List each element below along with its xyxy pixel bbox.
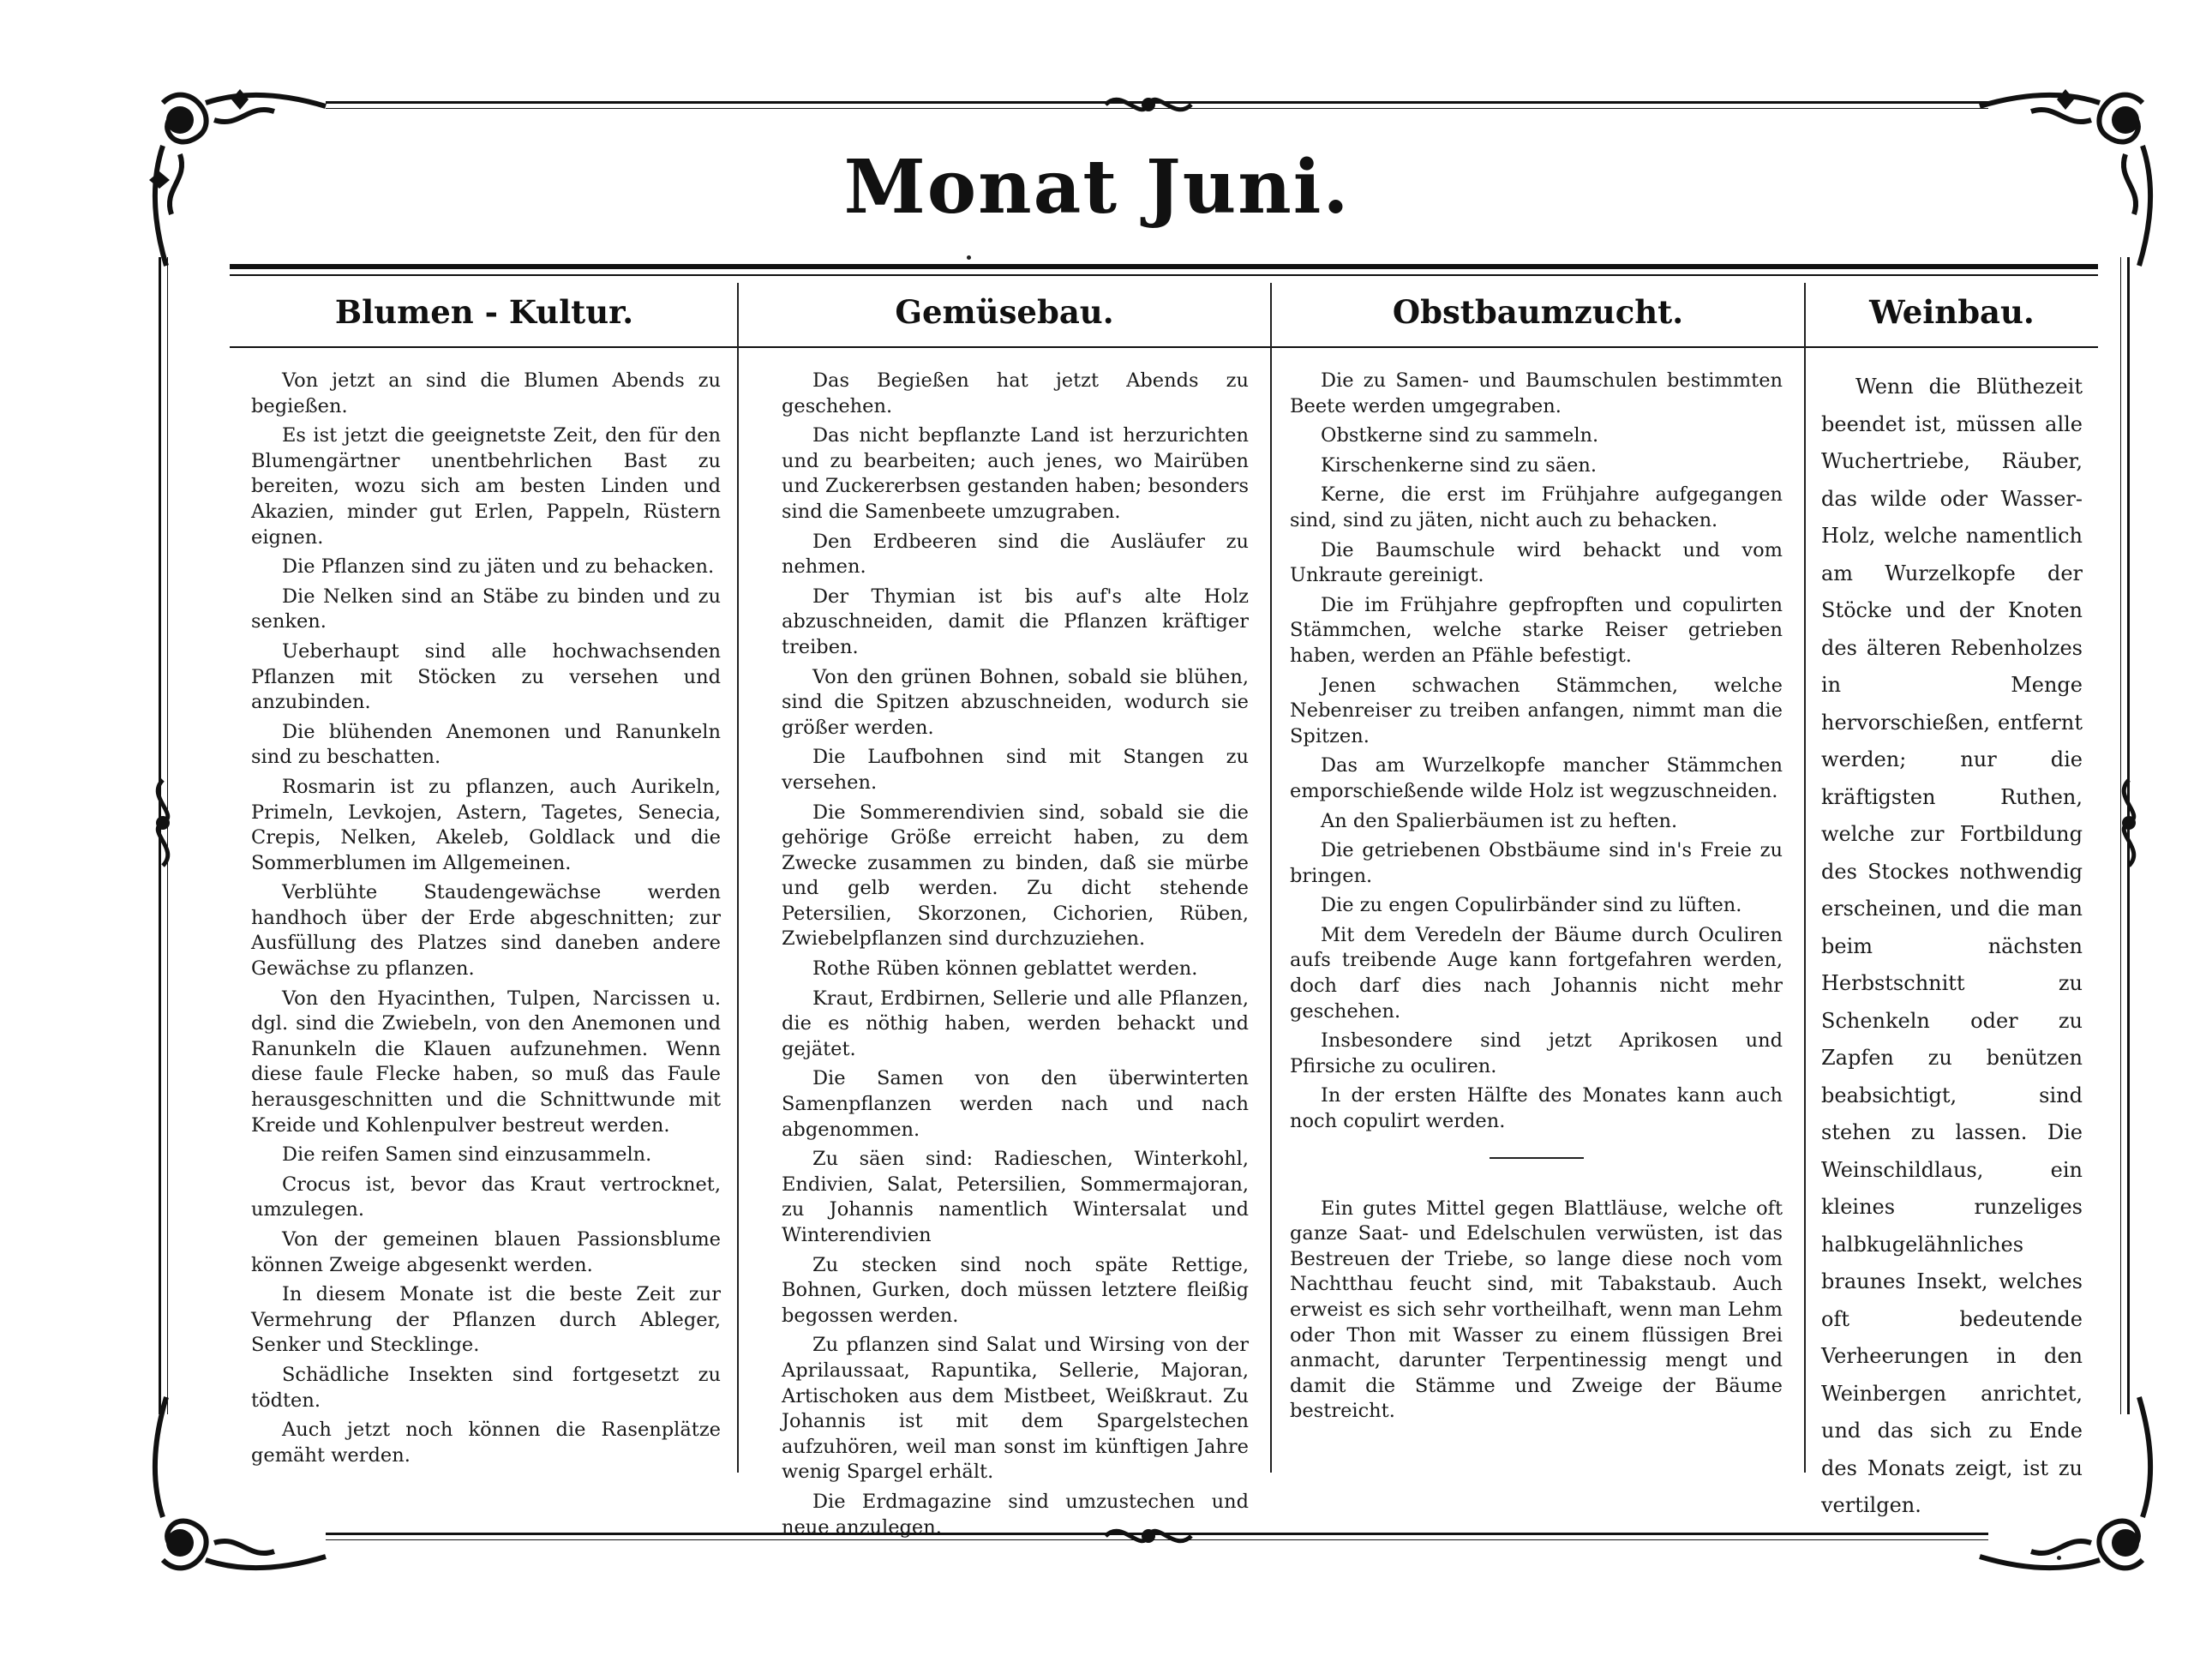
column-divider-1	[737, 283, 739, 1473]
paragraph: Verblühte Staudengewächse werden handhoch über der Erde abgeschnitten; zur Ausfüllung des Platzes sind daneben andere Gewächse zu pflanzen.	[251, 881, 721, 981]
paragraph: Kraut, Erdbirnen, Sellerie und alle Pflanzen, die es nöthig haben, werden behackt und gejätet.	[782, 987, 1249, 1060]
paragraph: Zu pflanzen sind Salat und Wirsing von der Aprilaussaat, Rapuntika, Sellerie, Majoran, Artischoken aus dem Mistbeet, Weißkraut. Zu Johannis ist mit dem Spargelstechen aufzuhören, weil man sonst im künftigen Jahre wenig Spargel erhält.	[782, 1334, 1249, 1484]
right-side-ornament	[2110, 776, 2148, 870]
paragraph: Wenn die Blüthezeit beendet ist, müssen alle Wuchertriebe, Räuber, das wilde oder Wasser-Holz, welche namentlich am Wurzelkopfe der Stöcke und der Knoten des älteren Rebenholzes in Menge hervorschießen, entfernt werden; nur die kräftigsten Ruthen, welche zur Fortbildung des Stockes nothwendig erscheinen, und die man beim nächsten Herbstschnitt zu Schenkeln oder zu Zapfen zu benützen beabsichtigt, sind stehen zu lassen. Die Weinschildlaus, ein kleines runzeliges halbkugelähnliches braunes Insekt, welches oft bedeutende Verheerungen in den Weinbergen anrichtet, und das sich zu Ende des Monats zeigt, ist zu vertilgen.	[1821, 375, 2083, 1517]
paragraph: Die Laufbohnen sind mit Stangen zu versehen.	[782, 746, 1249, 794]
paragraph: Die Baumschule wird behackt und vom Unkraute gereinigt.	[1290, 538, 1783, 587]
paragraph: Obstkerne sind zu sammeln.	[1321, 424, 1599, 447]
column-obstbaumzucht	[1290, 369, 1783, 1429]
paragraph: Von den Hyacinthen, Tulpen, Narcissen u. dgl. sind die Zwiebeln, von den Anemonen und Ranunkeln die Klauen aufzunehmen. Wenn diese faule Flecke haben, so muß das Faule herausgeschnitten und die Schnittwunde mit Kreide und Kohlenpulver bestreut werden.	[251, 987, 721, 1137]
subheader-rule	[230, 346, 2098, 348]
header-rule-thick	[230, 264, 2098, 269]
paragraph: Der Thymian ist bis auf's alte Holz abzuschneiden, damit die Pflanzen kräftiger treiben.	[782, 585, 1249, 658]
note-paragraph: Ein gutes Mittel gegen Blattläuse, welche oft ganze Saat- und Edelschulen verwüsten, ist das Bestreuen der Triebe, so lange diese noch vom Nachtthau feucht sind, mit Tabakstaub. Auch erweist es sich sehr vortheilhaft, wenn man Lehm oder Thon mit Wasser zu einem flüssigen Brei anmacht, darunter Terpentinessig mengt und damit die Stämme und Zweige der Bäume bestreicht.	[1290, 1197, 1783, 1423]
paragraph: Kirschenkerne sind zu säen.	[1321, 453, 1598, 477]
paragraph: Von den grünen Bohnen, sobald sie blühen, sind die Spitzen abzuschneiden, wodurch sie größer werden.	[782, 665, 1249, 739]
paragraph: Ueberhaupt sind alle hochwachsenden Pflanzen mit Stöcken zu versehen und anzubinden.	[251, 639, 721, 714]
paragraph: Die reifen Samen sind einzusammeln.	[282, 1143, 652, 1167]
section-divider	[1490, 1157, 1584, 1159]
page-speck	[2057, 1556, 2061, 1560]
column-divider-3	[1804, 283, 1806, 1473]
paragraph: Rosmarin ist zu pflanzen, auch Aurikeln, Primeln, Levkojen, Astern, Tagetes, Senecia, Crepis, Nelken, Akeleb, Goldlack und die Sommerblumen im Allgemeinen.	[251, 775, 721, 874]
column-blumen-kultur	[251, 369, 721, 1473]
paragraph: Kerne, die erst im Frühjahre aufgegangen sind, sind zu jäten, nicht auch zu behacken.	[1290, 483, 1783, 531]
paragraph: Zu säen sind: Radieschen, Winterkohl, Endivien, Salat, Petersilien, Sommermajoran, zu Johannis namentlich Wintersalat und Winterendivien	[782, 1148, 1249, 1246]
paragraph: Zu stecken sind noch späte Rettige, Bohnen, Gurken, doch müssen letztere fleißig begossen werden.	[782, 1253, 1249, 1327]
paragraph: Den Erdbeeren sind die Ausläufer zu nehmen.	[782, 530, 1249, 579]
column-heading-gemuese: Gemüsebau.	[895, 293, 1114, 331]
paragraph: Auch jetzt noch können die Rasenplätze gemäht werden.	[251, 1419, 721, 1467]
paragraph: Crocus ist, bevor das Kraut vertrocknet, umzulegen.	[251, 1173, 721, 1221]
paragraph: An den Spalierbäumen ist zu heften.	[1321, 809, 1678, 832]
paragraph: Insbesondere sind jetzt Aprikosen und Pfirsiche zu oculiren.	[1290, 1029, 1783, 1077]
column-heading-wein: Weinbau.	[1869, 293, 2035, 331]
paragraph: Das Begießen hat jetzt Abends zu geschehen.	[782, 369, 1249, 417]
paragraph: Die Sommerendivien sind, sobald sie die gehörige Größe erreicht haben, zu dem Zwecke zusammen zu binden, daß sie mürbe und gelb werden. Zu dicht stehende Petersilien, Skorzonen, Cichorien, Rüben, Zwiebelpflanzen sind durchzuziehen.	[782, 801, 1249, 951]
paragraph: Die Nelken sind an Stäbe zu binden und zu senken.	[251, 585, 721, 633]
paragraph: Die zu engen Copulirbänder sind zu lüften.	[1321, 894, 1742, 917]
paragraph: Die zu Samen- und Baumschulen bestimmten Beete werden umgegraben.	[1290, 369, 1783, 417]
header-rule-thin	[230, 274, 2098, 276]
paragraph: Die Pflanzen sind zu jäten und zu behacken.	[282, 555, 715, 579]
paragraph: Schädliche Insekten sind fortgesetzt zu tödten.	[251, 1363, 721, 1412]
paragraph: Mit dem Veredeln der Bäume durch Oculiren aufs treibende Auge kann fortgefahren werden, doch darf dies nach Johannis nicht mehr geschehen.	[1290, 923, 1783, 1023]
column-weinbau	[1821, 369, 2083, 1529]
paragraph: Von der gemeinen blauen Passionsblume können Zweige abgesenkt werden.	[251, 1228, 721, 1276]
paragraph: Die Samen von den überwinterten Samenpflanzen werden nach und nach abgenommen.	[782, 1067, 1249, 1141]
left-side-ornament	[144, 776, 182, 870]
paragraph: Es ist jetzt die geeignetste Zeit, den für den Blumengärtner unentbehrlichen Bast zu bereiten, wozu sich am besten Linden und Akazien, minder gut Erlen, Pappeln, Rüstern eignen.	[251, 424, 721, 549]
paragraph: Die blühenden Anemonen und Ranunkeln sind zu beschatten.	[251, 720, 721, 769]
paragraph: Das am Wurzelkopfe mancher Stämmchen emporschießende wilde Holz ist wegzuschneiden.	[1290, 754, 1783, 802]
column-heading-obst: Obstbaumzucht.	[1392, 293, 1684, 331]
column-divider-2	[1270, 283, 1272, 1473]
paragraph: Das nicht bepflanzte Land ist herzurichten und zu bearbeiten; auch jenes, wo Mairüben und Zuckererbsen gestanden haben; besonders sind die Samenbeete umzugraben.	[782, 424, 1249, 523]
paragraph: Jenen schwachen Stämmchen, welche Nebenreiser zu treiben anfangen, nimmt man die Spitzen.	[1290, 674, 1783, 747]
paragraph: In diesem Monate ist die beste Zeit zur Vermehrung der Pflanzen durch Ableger, Senker und Stecklinge.	[251, 1283, 721, 1357]
column-gemuesebau	[782, 369, 1249, 1545]
top-center-ornament	[1101, 86, 1196, 123]
paragraph: Die Erdmagazine sind umzustechen und neue anzulegen.	[782, 1490, 1249, 1539]
column-heading-blumen: Blumen - Kultur.	[334, 293, 634, 331]
page-speck	[967, 255, 971, 260]
paragraph: Rothe Rüben können geblattet werden.	[812, 957, 1198, 981]
paragraph: In der ersten Hälfte des Monates kann auch noch copulirt werden.	[1290, 1084, 1783, 1133]
page-title: Monat Juni.	[843, 144, 1351, 231]
paragraph: Die im Frühjahre gepfropften und copulirten Stämmchen, welche starke Reiser getrieben haben, werden an Pfähle befestigt.	[1290, 593, 1783, 667]
paragraph: Die getriebenen Obstbäume sind in's Freie zu bringen.	[1290, 839, 1783, 887]
paragraph: Von jetzt an sind die Blumen Abends zu begießen.	[251, 369, 721, 417]
